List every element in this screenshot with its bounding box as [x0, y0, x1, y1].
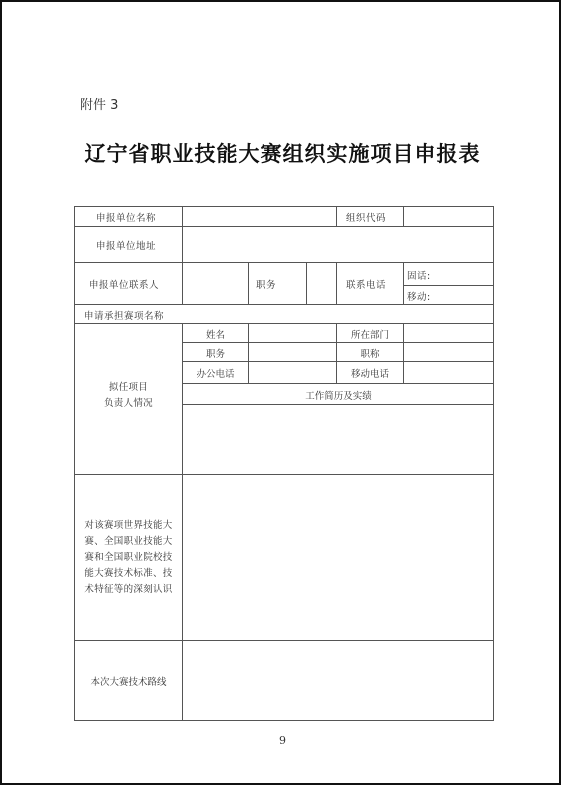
understanding-label [75, 518, 182, 598]
contact-position-field[interactable] [307, 263, 336, 304]
leader-mobile-field[interactable] [404, 362, 493, 383]
leader-section-label-line-1: 拟任项目 [108, 382, 149, 393]
org-code-label: 组织代码 [346, 213, 387, 224]
understanding-label-line-1: 对该赛项世界技能大 [84, 520, 173, 531]
landline-field[interactable] [439, 263, 493, 285]
org-code-field[interactable] [404, 207, 493, 226]
work-history-label: 工作简历及实绩 [305, 391, 372, 402]
contact-name-field[interactable] [183, 263, 248, 304]
annex-label: 附件 3 [80, 98, 119, 113]
leader-name-field[interactable] [249, 324, 336, 342]
understanding-label-line-2: 赛、全国职业技能大 [84, 536, 173, 547]
landline-label: 固话: [407, 271, 431, 282]
understanding-label-line-5: 术特征等的深刻认识 [84, 584, 173, 595]
leader-title-field[interactable] [404, 343, 493, 361]
work-history-field[interactable] [183, 405, 493, 474]
leader-mobile-label: 移动电话 [350, 369, 389, 380]
project-name-field[interactable] [183, 305, 493, 323]
understanding-label-line-3: 赛和全国职业院校技 [84, 552, 173, 563]
application-form [74, 206, 494, 721]
understanding-field[interactable] [183, 475, 493, 640]
leader-office-phone-label: 办公电话 [196, 369, 235, 380]
project-name-label: 申请承担赛项名称 [84, 311, 165, 322]
leader-position-label: 职务 [205, 349, 225, 360]
understanding-label-line-4: 能大赛技术标准、技 [84, 568, 173, 579]
form-title: 辽宁省职业技能大赛组织实施项目申报表 [84, 141, 481, 166]
leader-office-phone-field[interactable] [249, 362, 336, 383]
org-name-label: 申报单位名称 [96, 213, 157, 224]
leader-section-label [75, 380, 182, 412]
leader-section-label-line-2: 负责人情况 [103, 398, 153, 409]
contact-position-label: 职务 [256, 280, 277, 291]
org-name-field[interactable] [183, 207, 336, 226]
tech-route-field[interactable] [183, 641, 493, 720]
contact-phone-label: 联系电话 [346, 280, 387, 291]
leader-name-label: 姓名 [205, 330, 225, 341]
leader-dept-field[interactable] [404, 324, 493, 342]
leader-dept-label: 所在部门 [350, 330, 389, 341]
org-address-field[interactable] [183, 227, 493, 262]
mobile-field[interactable] [439, 286, 493, 304]
mobile-label: 移动: [407, 292, 431, 303]
leader-title-label: 职称 [360, 349, 380, 360]
contact-label: 申报单位联系人 [89, 280, 160, 291]
leader-position-field[interactable] [249, 343, 336, 361]
page-number: 9 [279, 734, 286, 747]
tech-route-label: 本次大赛技术路线 [90, 677, 167, 688]
org-address-label: 申报单位地址 [96, 241, 157, 252]
